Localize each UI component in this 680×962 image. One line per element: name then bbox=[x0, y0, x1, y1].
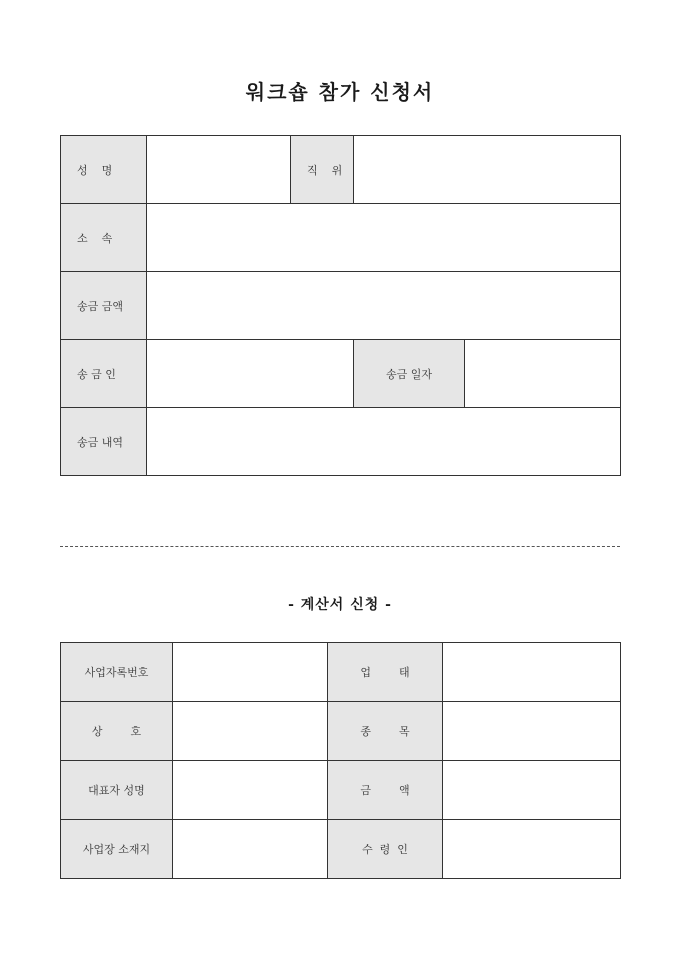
business-type-field[interactable] bbox=[443, 643, 621, 702]
business-item-field[interactable] bbox=[443, 702, 621, 761]
business-address-label: 사업장 소재지 bbox=[61, 820, 173, 879]
table-row bbox=[61, 643, 621, 702]
ceo-name-label: 대표자 성명 bbox=[61, 761, 173, 820]
business-number-label: 사업자록번호 bbox=[61, 643, 173, 702]
application-form-table bbox=[60, 135, 621, 476]
company-name-label: 상 호 bbox=[61, 702, 173, 761]
position-field[interactable] bbox=[354, 136, 621, 204]
table-row bbox=[61, 340, 621, 408]
invoice-form-table bbox=[60, 642, 621, 879]
position-label: 직 위 bbox=[291, 136, 354, 204]
document-title: 워크숍 참가 신청서 bbox=[245, 80, 435, 104]
business-address-field[interactable] bbox=[173, 820, 328, 879]
remittance-date-field[interactable] bbox=[465, 340, 621, 408]
sender-label: 송 금 인 bbox=[61, 340, 147, 408]
recipient-label: 수 령 인 bbox=[328, 820, 443, 879]
name-label: 성 명 bbox=[61, 136, 147, 204]
table-row bbox=[61, 272, 621, 340]
affiliation-label: 소 속 bbox=[61, 204, 147, 272]
invoice-section-title: - 계산서 신청 - bbox=[288, 597, 392, 613]
cut-line-divider bbox=[60, 546, 620, 547]
company-name-field[interactable] bbox=[173, 702, 328, 761]
remittance-date-label: 송금 일자 bbox=[354, 340, 465, 408]
table-row bbox=[61, 820, 621, 879]
amount-field[interactable] bbox=[443, 761, 621, 820]
affiliation-field[interactable] bbox=[147, 204, 621, 272]
sender-field[interactable] bbox=[147, 340, 354, 408]
remittance-details-field[interactable] bbox=[147, 408, 621, 476]
table-row bbox=[61, 761, 621, 820]
business-type-label: 업 태 bbox=[328, 643, 443, 702]
business-number-field[interactable] bbox=[173, 643, 328, 702]
remittance-amount-label: 송금 금액 bbox=[61, 272, 147, 340]
table-row bbox=[61, 204, 621, 272]
recipient-field[interactable] bbox=[443, 820, 621, 879]
name-field[interactable] bbox=[147, 136, 291, 204]
table-row bbox=[61, 702, 621, 761]
amount-label: 금 액 bbox=[328, 761, 443, 820]
business-item-label: 종 목 bbox=[328, 702, 443, 761]
remittance-amount-field[interactable] bbox=[147, 272, 621, 340]
table-row bbox=[61, 136, 621, 204]
remittance-details-label: 송금 내역 bbox=[61, 408, 147, 476]
ceo-name-field[interactable] bbox=[173, 761, 328, 820]
table-row bbox=[61, 408, 621, 476]
